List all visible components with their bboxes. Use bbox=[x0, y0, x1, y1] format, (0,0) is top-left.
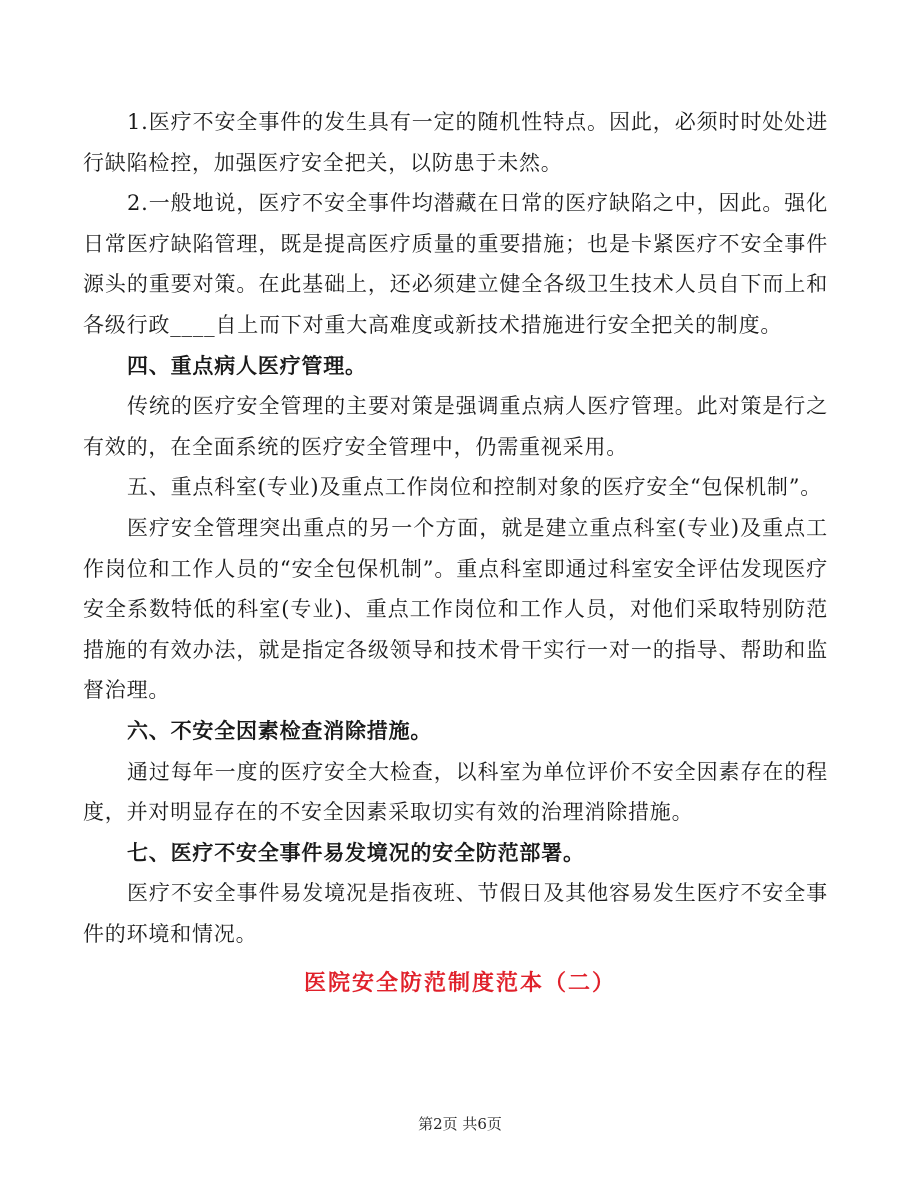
section-heading-7: 七、医疗不安全事件易发境况的安全防范部署。 bbox=[127, 840, 585, 865]
paragraph-4: 医疗安全管理突出重点的另一个方面，就是建立重点科室(专业)及重点工作岗位和工作人员的“安全包保机制”。重点科室即通过科室安全评估发现医疗安全系数特低的科室(专业)、重点工作岗位和工作人员，对他们采取特别防范措施的有效办法，就是指定各级领导和技术骨干实行一对一的指导、帮助和监督治理。 bbox=[83, 515, 828, 703]
document-title: 医院安全防范制度范本（二） bbox=[303, 971, 616, 996]
paragraph-2: 2.一般地说，医疗不安全事件均潜藏在日常的医疗缺陷之中，因此。强化日常医疗缺陷管理，既是提高医疗质量的重要措施；也是卡紧医疗不安全事件源头的重要对策。在此基础上，还必须建立健全各级卫生技术人员自下而上和各级行政____自上而下对重大高难度或新技术措施进行安全把关的制度。 bbox=[83, 191, 828, 337]
document-body bbox=[83, 102, 828, 954]
section-heading-6: 六、不安全因素检查消除措施。 bbox=[127, 718, 433, 743]
paragraph-3: 传统的医疗安全管理的主要对策是强调重点病人医疗管理。此对策是行之有效的，在全面系统的医疗安全管理中，仍需重视采用。 bbox=[83, 394, 828, 459]
section-heading-4: 四、重点病人医疗管理。 bbox=[127, 353, 367, 378]
paragraph-1: 1.医疗不安全事件的发生具有一定的随机性特点。因此，必须时时处处进行缺陷检控，加强医疗安全把关，以防患于未然。 bbox=[83, 110, 828, 175]
page-number-footer: 第2页 共6页 bbox=[418, 1115, 502, 1133]
paragraph-5: 通过每年一度的医疗安全大检查，以科室为单位评价不安全因素存在的程度，并对明显存在的不安全因素采取切实有效的治理消除措施。 bbox=[83, 759, 828, 825]
section-heading-5: 五、重点科室(专业)及重点工作岗位和控制对象的医疗安全“包保机制”。 bbox=[127, 475, 823, 500]
paragraph-6: 医疗不安全事件易发境况是指夜班、节假日及其他容易发生医疗不安全事件的环境和情况。 bbox=[83, 881, 828, 946]
